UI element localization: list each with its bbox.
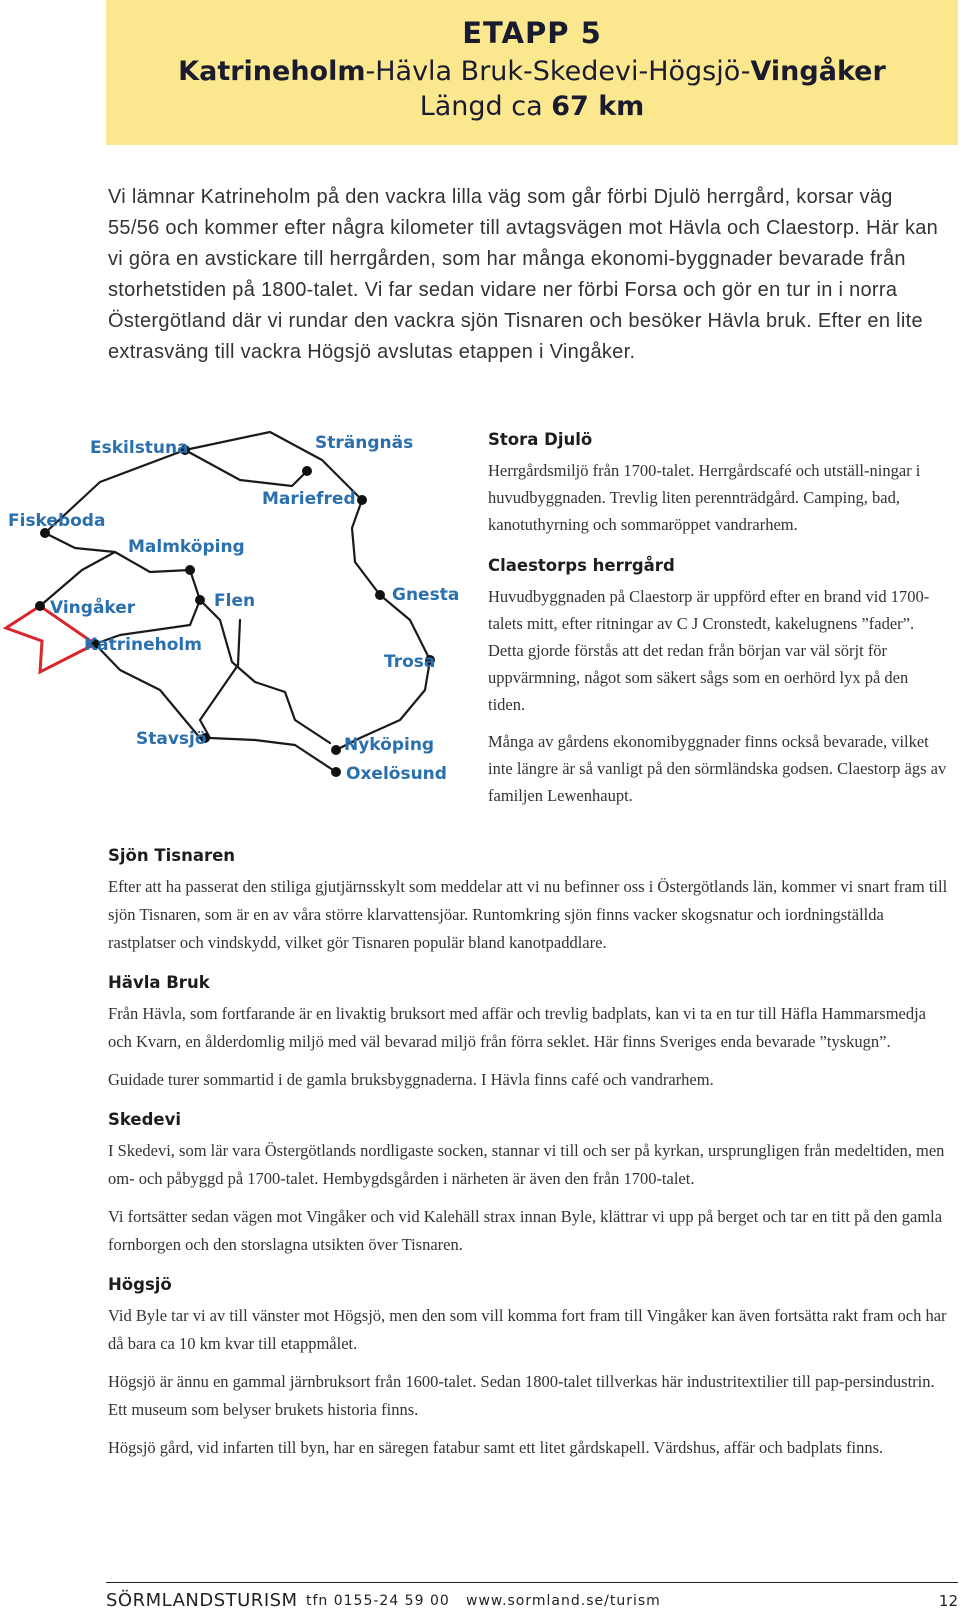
tisnaren-heading: Sjön Tisnaren [108, 846, 236, 865]
label-fiskeboda: Fiskeboda [8, 511, 106, 531]
djulo-heading: Stora Djulö [488, 430, 593, 449]
label-vingaker: Vingåker [50, 598, 136, 618]
label-malmkoping: Malmköping [128, 537, 245, 557]
dot-flen [195, 595, 205, 605]
page-number: 12 [938, 1592, 958, 1610]
main-content [108, 846, 953, 1478]
section-tisnaren [108, 846, 953, 957]
footer [106, 1590, 958, 1612]
dot-vingaker [35, 601, 45, 611]
dot-strangnas [302, 466, 312, 476]
title-banner [106, 0, 958, 145]
dot-gnesta [375, 590, 385, 600]
tisnaren-text: Efter att ha passerat den stiliga gjutjärnsskylt som meddelar att vi nu befinner oss i Östergötlands län, kommer vi snart fram till sjön Tisnaren, som är en av våra större klarvattensjöar. Runtomkring sjön finns vacker skogsnatur och iordningställda rastplatser och vindskydd, vilket gör Tisnaren populär bland kanotpaddlare. [108, 877, 948, 952]
road-katrineholm-stavsjo [95, 644, 200, 738]
road-stavsjo-nykoping [200, 620, 336, 772]
label-katrineholm: Katrineholm [84, 635, 202, 655]
side-column [488, 430, 948, 819]
length-value: 67 km [551, 91, 645, 122]
label-mariefred: Mariefred [262, 489, 356, 509]
road-gnesta-trosa [336, 595, 430, 750]
label-strangnas: Strängnäs [315, 433, 414, 453]
dot-malmkoping [185, 565, 195, 575]
label-stavsjo: Stavsjö [136, 729, 207, 749]
skedevi-text-2: Vi fortsätter sedan vägen mot Vingåker och vid Kalehäll strax innan Byle, klättrar vi upp på berget och tar en titt på den gamla fornborgen och den storslagna utsikten över Tisnaren. [108, 1207, 943, 1254]
claestorp-text-2: Många av gårdens ekonomibyggnader finns också bevarade, vilket inte längre är så vanligt på den sörmländska godsen. Claestorp ägs av familjen Lewenhaupt. [488, 732, 947, 805]
road-flen-stavsjo [200, 600, 330, 743]
label-flen: Flen [214, 591, 256, 611]
dot-nykoping [331, 745, 341, 755]
label-trosa: Trosa [384, 652, 436, 672]
havla-heading: Hävla Bruk [108, 973, 210, 992]
havla-text-2: Guidade turer sommartid i de gamla bruksbyggnaderna. I Hävla finns café och vandrarhem. [108, 1070, 714, 1089]
label-oxelosund: Oxelösund [346, 764, 447, 784]
label-gnesta: Gnesta [392, 585, 460, 605]
road-eskilstuna-mariefred [185, 450, 307, 486]
footer-brand: SÖRMLANDSTURISM [106, 1590, 298, 1611]
havla-text-1: Från Hävla, som fortfarande är en livaktig bruksort med affär och trevlig badplats, kan vi ta en tur till Häfla Hammarsmedja och Kvarn, en ålderdomlig miljö med väl bevarad miljö från förra seklet. Här finns Sveriges enda bevarade ”tyskugn”. [108, 1004, 927, 1051]
dot-mariefred [357, 495, 367, 505]
hogsjo-text-3: Högsjö gård, vid infarten till byn, har en säregen fatabur samt ett litet gårdskapell. Värdshus, affär och badplats finns. [108, 1438, 884, 1457]
route-middle: -Hävla Bruk-Skedevi-Högsjö- [365, 56, 751, 87]
claestorp-text-1: Huvudbyggnaden på Claestorp är uppförd efter en brand vid 1700-talets mitt, efter ritningar av C J Cronstedt, kakelugnens ”fader”. Detta gjorde förstås att det redan från början var väl sörjt för uppvärmning, något som säkert sågs som en oerhörd lyx på den tiden. [488, 587, 930, 714]
route-map [0, 420, 470, 820]
section-skedevi [108, 1110, 953, 1259]
footer-divider [106, 1582, 958, 1583]
stage-number: ETAPP 5 [462, 16, 602, 50]
label-eskilstuna: Eskilstuna [90, 438, 189, 458]
route-start: Katrineholm [178, 56, 366, 87]
skedevi-text-1: I Skedevi, som lär vara Östergötlands nordligaste socken, stannar vi till och ser på kyrkan, ursprungligen från medeltiden, men om- och påbyggd på 1700-talet. Hembygdsgården i närheten är även den från 1700-talet. [108, 1141, 945, 1188]
skedevi-heading: Skedevi [108, 1110, 182, 1129]
hogsjo-text-1: Vid Byle tar vi av till vänster mot Högsjö, men den som vill komma fort fram till Vingåker kan även fortsätta rakt fram och har då bara ca 10 km kvar till etappmålet. [108, 1306, 947, 1353]
footer-website-link[interactable]: www.sormland.se/turism [466, 1593, 661, 1609]
djulo-text: Herrgårdsmiljö från 1700-talet. Herrgårdscafé och utställ-ningar i huvudbyggnaden. Trevlig liten perennträdgård. Camping, bad, kanotuthyrning och sommaröppet vandrarhem. [488, 461, 921, 534]
length-prefix: Längd ca [419, 91, 552, 122]
road-mariefred-gnesta [352, 500, 380, 595]
hogsjo-text-2: Högsjö är ännu en gammal järnbruksort från 1600-talet. Sedan 1800-talet tillverkas här industritextilier till pap-persindustrin. Ett museum som belyser brukets historia finns. [108, 1372, 935, 1419]
route-end: Vingåker [750, 56, 886, 87]
hogsjo-heading: Högsjö [108, 1275, 172, 1294]
section-havla [108, 973, 953, 1094]
route-title [106, 56, 958, 87]
intro-paragraph: Vi lämnar Katrineholm på den vackra lilla väg som går förbi Djulö herrgård, korsar väg 55/56 och kommer efter några kilometer till avtagsvägen mot Hävla och Claestorp. Här kan vi göra en avstickare till herrgården, som har många ekonomi-byggnader bevarade från storhetstiden på 1800-talet. Vi far sedan vidare ner förbi Forsa och gör en tur in i norra Östergötland där vi rundar den vackra sjön Tisnaren och besöker Hävla bruk. Efter en lite extrasväng till vackra Högsjö avslutas etappen i Vingåker. [108, 186, 939, 363]
footer-phone: tfn 0155-24 59 00 [306, 1593, 450, 1609]
dot-oxelosund [331, 767, 341, 777]
claestorp-heading: Claestorps herrgård [488, 556, 675, 575]
section-hogsjo [108, 1275, 953, 1462]
route-length [106, 91, 958, 122]
label-nykoping: Nyköping [344, 735, 435, 755]
